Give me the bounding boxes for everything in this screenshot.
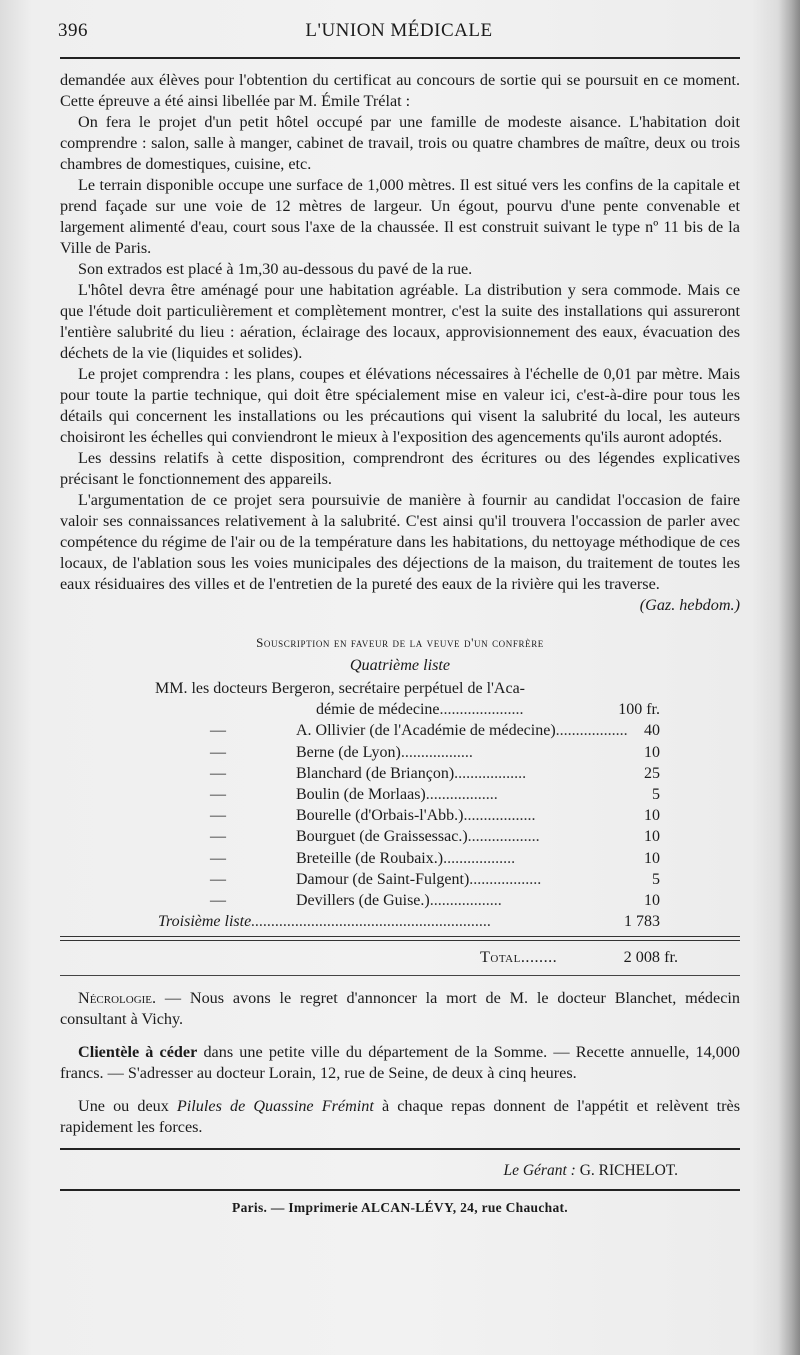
article-paragraph: Le projet comprendra : les plans, coupes et élévations nécessaires à l'échelle de 0,01 par mètre. Mais pour toute la partie technique, qui doit être spécialement mise en valeur ici, c'est-à-dire pour tous les détails qui concernent les installations ou les précautions qui visent la salubrité du local, les auteurs choisiront les échelles qui conviendront le mieux à l'exposition des agencements qu'ils auront adoptés.: [60, 365, 740, 446]
subscriber-name: Boulin (de Morlaas): [296, 785, 426, 803]
total-rule: [60, 936, 740, 941]
subscription-list-title: Quatrième liste: [349, 656, 451, 674]
page-number: 396: [58, 20, 88, 41]
header-rule: [60, 57, 740, 59]
subscription-heading: Souscription en faveur de la veuve d'un confrère: [256, 635, 544, 650]
subscription-amount: 10: [644, 807, 660, 825]
subscription-row: [60, 742, 740, 763]
third-list-amount: 1 783: [624, 913, 660, 931]
subscriber-name: Devillers (de Guise.): [296, 891, 430, 909]
subscription-row: [60, 848, 740, 869]
leader-dots: ..................: [400, 743, 473, 761]
subscription-amount: 40: [644, 722, 660, 740]
leader-dots: ........: [520, 948, 558, 967]
leader-dots: ..................: [429, 891, 502, 909]
leader-dots: .....................: [439, 701, 524, 719]
subscription-amount: 25: [644, 764, 660, 782]
article-paragraph: On fera le projet d'un petit hôtel occupé par une famille de modeste aisance. L'habitation doit comprendre : salon, salle à manger, cabinet de travail, trois ou quatre chambres de maître, deux ou trois chambres de domestiques, cuisine, etc.: [60, 113, 740, 173]
footer-rule: [60, 1189, 740, 1191]
article-paragraph: L'argumentation de ce projet sera poursuivie de manière à fournir au candidat l'occasion de faire valoir ses connaissances relativement à la salubrité. C'est ainsi qu'il trouvera l'occassion de parler avec compétence du régime de l'air ou de la température dans les habitations, du nettoyage méthodique de ces locaux, de l'ablation sous les voies municipales des déjections de la maison, du traitement de toutes les eaux résiduaires des villes et de l'entretien de la pureté des eaux de la rivière qui les traverse.: [60, 491, 740, 593]
article-paragraph: demandée aux élèves pour l'obtention du certificat au concours de sortie qui se poursuit en ce moment. Cette épreuve a été ainsi libellée par M. Émile Trélat :: [60, 71, 740, 110]
article-source: (Gaz. hebdom.): [639, 596, 740, 614]
subscription-row: [60, 869, 740, 890]
leader-dots: ..................: [443, 849, 516, 867]
subscription-intro-cont: démie de médecine: [316, 701, 440, 719]
subscription-row: [60, 763, 740, 784]
pilules-notice: Une ou deux Pilules de Quassine Frémint à chaque repas donnent de l'appétit et relèvent très rapidement les forces.: [60, 1097, 740, 1137]
total-row: [60, 947, 740, 971]
necrologie-text: — Nous avons le regret d'annoncer la mort de M. le docteur Blanchet, médecin consultant à Vichy.: [60, 989, 740, 1029]
running-head: [58, 20, 740, 48]
subscriber-name: Breteille (de Roubaix.): [296, 849, 444, 867]
subscription-row: [60, 720, 740, 741]
third-list-label: Troisième liste: [158, 913, 252, 931]
necrologie-label: Nécrologie.: [78, 989, 157, 1008]
subscription-amount: 5: [652, 870, 660, 888]
ditto-dash: —: [210, 743, 226, 761]
subscription-intro: MM. les docteurs Bergeron, secrétaire perpétuel de l'Aca-: [155, 680, 525, 697]
ditto-dash: —: [210, 807, 226, 825]
page-binding-shadow: [778, 0, 800, 1355]
subscription-amount: 5: [652, 785, 660, 803]
clientele-notice: [60, 1042, 740, 1084]
ditto-dash: —: [210, 764, 226, 782]
subscription-row: [60, 890, 740, 911]
footer-rule: [60, 1148, 740, 1150]
subscription-amount: 100 fr.: [618, 701, 660, 719]
subscriber-name: Bourelle (d'Orbais-l'Abb.): [296, 807, 464, 825]
subscription-row: [60, 805, 740, 826]
article-paragraph: Son extrados est placé à 1m,30 au-dessous du pavé de la rue.: [78, 260, 473, 278]
subscription-intro-row: [60, 699, 740, 720]
subscription-row: [60, 784, 740, 805]
subscriber-name: Bourguet (de Graissessac.): [296, 828, 468, 846]
article-paragraph: L'hôtel devra être aménagé pour une habitation agréable. La distribution y sera commode. Mais ce que l'étude doit particulièrement et complètement montrer, c'est la suite des installations qui assureront l'entière salubrité du lieu : aération, éclairage des locaux, approvisionnement des eaux, évacuation des déchets de la vie (liquides et solides).: [60, 281, 740, 362]
subscriber-name: Berne (de Lyon): [296, 743, 401, 761]
subscriber-name: Damour (de Saint-Fulgent): [296, 870, 470, 888]
gerant-name: G. RICHELOT.: [575, 1162, 678, 1180]
third-list-row: [60, 911, 740, 932]
article-paragraph: Le terrain disponible occupe une surface de 1,000 mètres. Il est situé vers les confins de la capitale et prend façade sur une voie de 12 mètres de largeur. Un égout, pourvu d'une pente convenable et largement alimenté d'eau, court sous l'axe de la chaussée. Il est construit suivant le type nº 11 bis de la Ville de Paris.: [60, 176, 740, 257]
clientele-text: dans une petite ville du département de la Somme. — Recette annuelle, 14,000 francs. — S'adresser au docteur Lorain, 12, rue de Seine, de deux à cinq heures.: [60, 1043, 740, 1083]
ditto-dash: —: [210, 849, 226, 867]
ditto-dash: —: [210, 870, 226, 888]
leader-dots: ..................: [469, 870, 542, 888]
ditto-dash: —: [210, 785, 226, 803]
subscription-list: [60, 678, 740, 932]
subscription-row: [60, 826, 740, 847]
subscriber-name: Blanchard (de Briançon): [296, 764, 455, 782]
subscription-rows: [60, 720, 740, 911]
printer-imprint: Paris. — Imprimerie ALCAN-LÉVY, 24, rue Chauchat.: [232, 1200, 568, 1216]
article-paragraph: Les dessins relatifs à cette disposition, comprendront des écritures ou des légendes explicatives précisant le fonctionnement des appareils.: [60, 449, 740, 488]
subscriber-name: A. Ollivier (de l'Académie de médecine): [296, 722, 556, 740]
leader-dots: ............................................................: [251, 913, 492, 931]
clientele-label: Clientèle à céder: [78, 1043, 198, 1062]
subscription-amount: 10: [644, 828, 660, 846]
leader-dots: ..................: [555, 722, 628, 740]
pilules-name: Pilules de Quassine Frémint: [176, 1097, 374, 1116]
journal-title: L'UNION MÉDICALE: [305, 20, 493, 41]
leader-dots: ..................: [454, 764, 527, 782]
ditto-dash: —: [210, 828, 226, 846]
subscription-amount: 10: [644, 849, 660, 867]
ditto-dash: —: [210, 722, 226, 740]
gerant-label: Le Gérant :: [503, 1162, 576, 1180]
subscription-amount: 10: [644, 891, 660, 909]
page-body: [60, 70, 740, 1218]
leader-dots: ..................: [463, 807, 536, 825]
total-amount: 2 008 fr.: [623, 948, 678, 967]
leader-dots: ..................: [467, 828, 540, 846]
ditto-dash: —: [210, 891, 226, 909]
total-label: Total: [480, 948, 521, 967]
subscription-amount: 10: [644, 743, 660, 761]
leader-dots: ..................: [425, 785, 498, 803]
subscription-intro-row: [60, 678, 740, 699]
necrologie-notice: [60, 988, 740, 1030]
gerant-line: [60, 1160, 740, 1181]
